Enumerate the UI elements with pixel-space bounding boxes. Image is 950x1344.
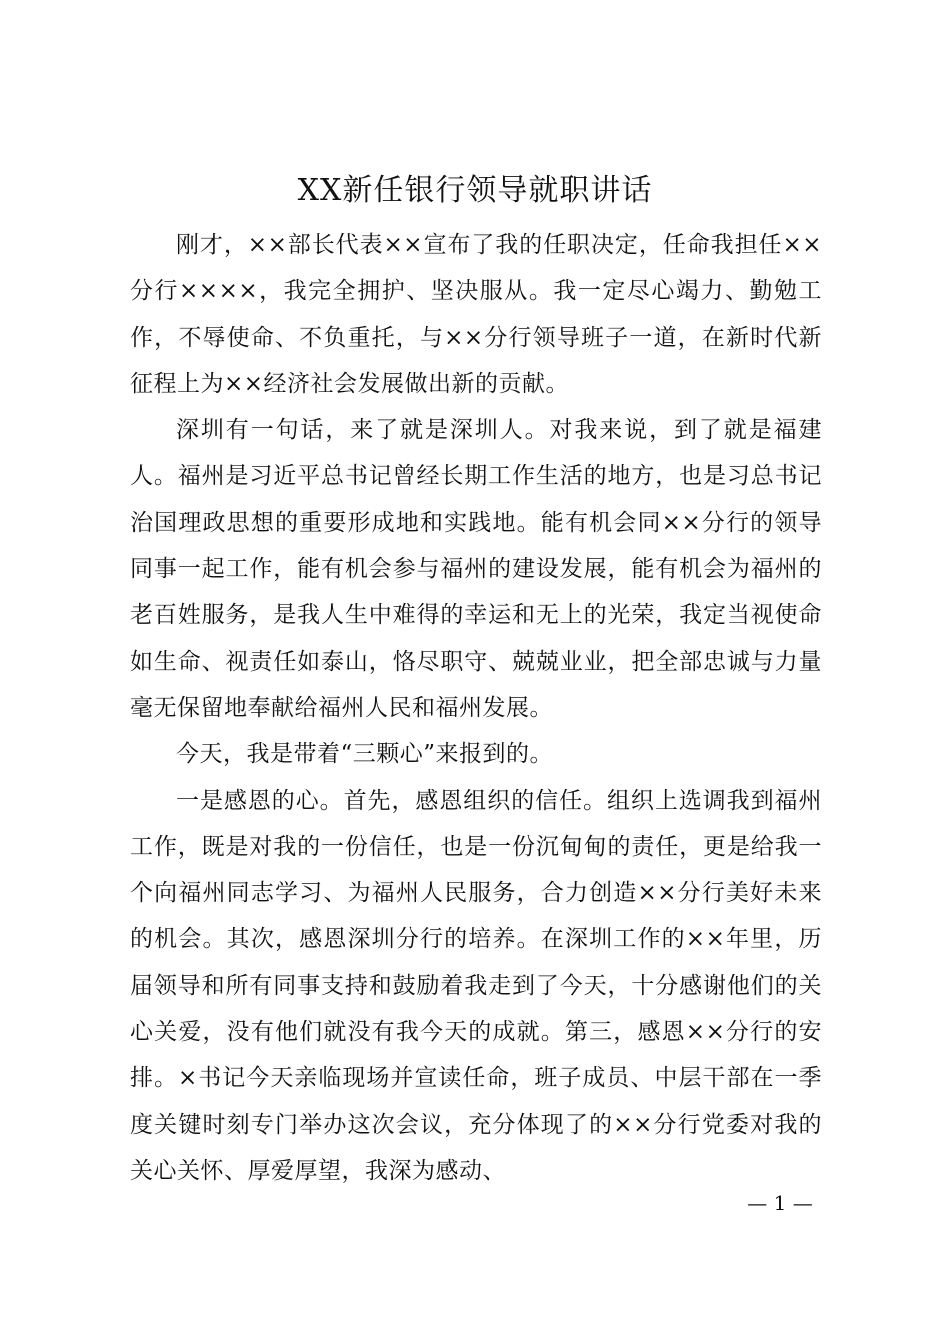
document-body	[130, 222, 822, 1194]
page-number: — 1 —	[747, 1191, 813, 1215]
paragraph-2: 深圳有一句话，来了就是深圳人。对我来说，到了就是福建人。福州是习近平总书记曾经长期工作生活的地方，也是习总书记治国理政思想的重要形成地和实践地。能有机会同××分行的领导同事一起工作，能有机会参与福州的建设发展，能有机会为福州的老百姓服务，是我人生中难得的幸运和无上的光荣，我定当视使命如生命、视责任如泰山，恪尽职守、兢兢业业，把全部忠诚与力量毫无保留地奉献给福州人民和福州发展。	[130, 417, 822, 721]
paragraph-3: 今天，我是带着“三颗心”来报到的。	[176, 741, 554, 768]
paragraph-4: 一是感恩的心。首先，感恩组织的信任。组织上选调我到福州工作，既是对我的一份信任，也是一份沉甸甸的责任，更是给我一个向福州同志学习、为福州人民服务，合力创造××分行美好未来的机会。其次，感恩深圳分行的培养。在深圳工作的××年里，历届领导和所有同事支持和鼓励着我走到了今天，十分感谢他们的关心关爱，没有他们就没有我今天的成就。第三，感恩××分行的安排。×书记今天亲临现场并宣读任命，班子成员、中层干部在一季度关键时刻专门举办这次会议，充分体现了的××分行党委对我的关心关怀、厚爱厚望，我深为感动、	[130, 787, 822, 1184]
document-title: XX新任银行领导就职讲话	[297, 173, 653, 208]
paragraph-1: 刚才，××部长代表××宣布了我的任职决定，任命我担任××分行××××，我完全拥护、坚决服从。我一定尽心竭力、勤勉工作，不辱使命、不负重托，与××分行领导班子一道，在新时代新征程上为××经济社会发展做出新的贡献。	[130, 232, 822, 397]
